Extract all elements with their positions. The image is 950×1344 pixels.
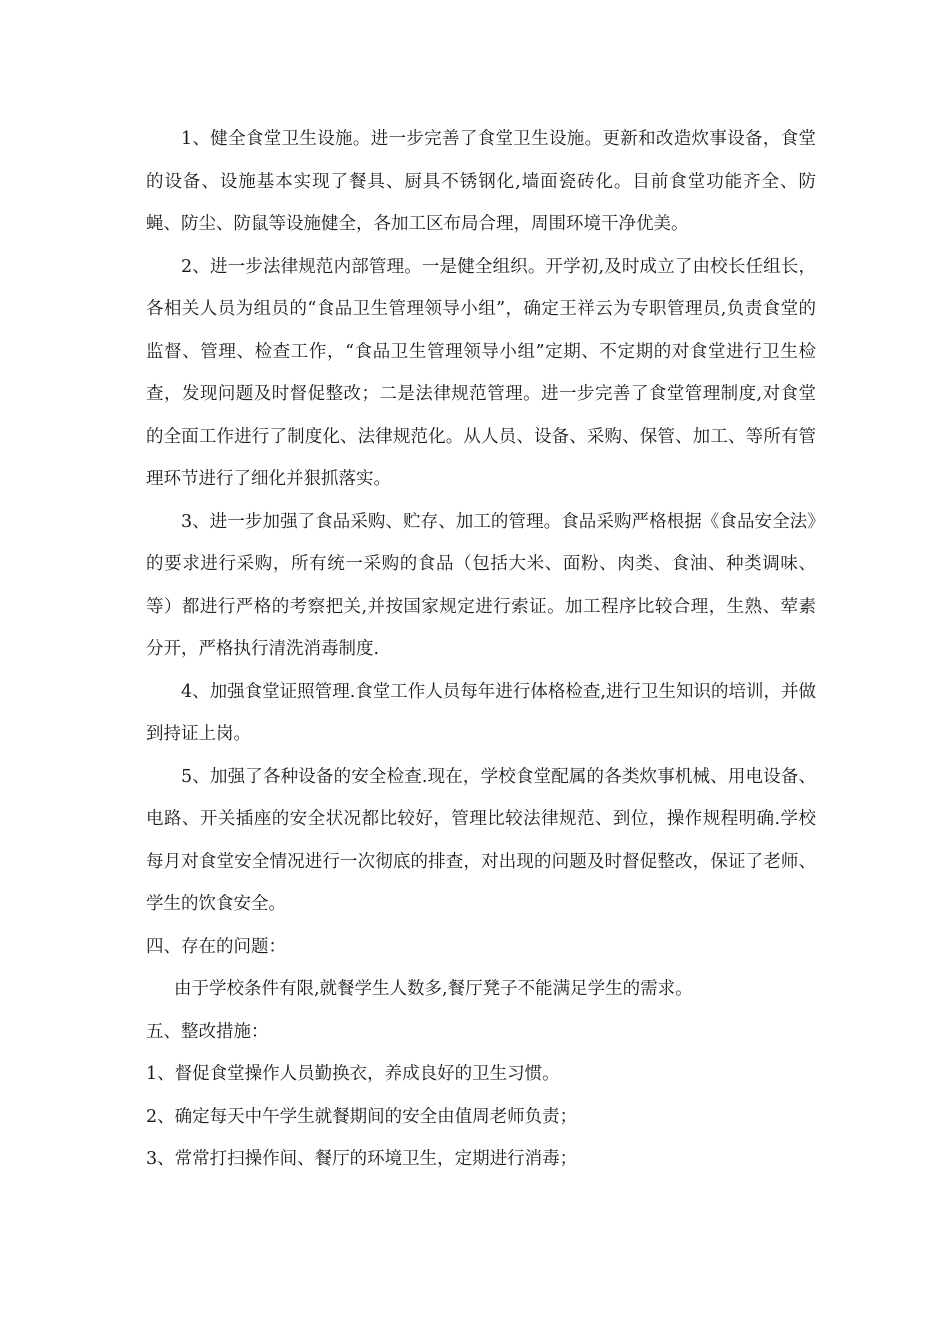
paragraph-1: 1、健全食堂卫生设施。进一步完善了食堂卫生设施。更新和改造炊事设备，食堂的设备、设施基本实现了餐具、厨具不锈钢化,墙面瓷砖化。目前食堂功能齐全、防蝇、防尘、防鼠等设施健全，各加工区布局合理，周围环境干净优美。 [146,129,816,234]
section-5-heading: 五、整改措施： [146,1021,269,1042]
paragraph-4: 4、加强食堂证照管理.食堂工作人员每年进行体格检查,进行卫生知识的培训，并做到持证上岗。 [146,681,816,744]
measure-item-3: 3、常常打扫操作间、餐厅的环境卫生，定期进行消毒； [146,1149,578,1169]
document-body [146,118,816,1181]
paragraph-2: 2、进一步法律规范内部管理。一是健全组织。开学初,及时成立了由校长任组长，各相关人员为组员的“食品卫生管理领导小组”，确定王祥云为专职管理员,负责食堂的监督、管理、检查工作，“食品卫生管理领导小组”定期、不定期的对食堂进行卫生检查，发现问题及时督促整改；二是法律规范管理。进一步完善了食堂管理制度,对食堂的全面工作进行了制度化、法律规范化。从人员、设备、采购、保管、加工、等所有管理环节进行了细化并狠抓落实。 [146,256,816,489]
section-4-body: 由于学校条件有限,就餐学生人数多,餐厅凳子不能满足学生的需求。 [174,979,693,999]
measure-item-1: 1、督促食堂操作人员勤换衣，养成良好的卫生习惯。 [146,1064,560,1084]
paragraph-5: 5、加强了各种设备的安全检查.现在，学校食堂配属的各类炊事机械、用电设备、电路、开关插座的安全状况都比较好，管理比较法律规范、到位，操作规程明确.学校每月对食堂安全情况进行一次彻底的排查，对出现的问题及时督促整改，保证了老师、学生的饮食安全。 [146,766,816,914]
paragraph-3: 3、进一步加强了食品采购、贮存、加工的管理。食品采购严格根据《食品安全法》的要求进行采购，所有统一采购的食品（包括大米、面粉、肉类、食油、种类调味、等）都进行严格的考察把关,并按国家规定进行索证。加工程序比较合理，生熟、荤素分开，严格执行清洗消毒制度. [146,511,816,659]
section-4-heading: 四、存在的问题： [146,936,286,957]
measure-item-2: 2、确定每天中午学生就餐期间的安全由值周老师负责； [146,1106,578,1127]
